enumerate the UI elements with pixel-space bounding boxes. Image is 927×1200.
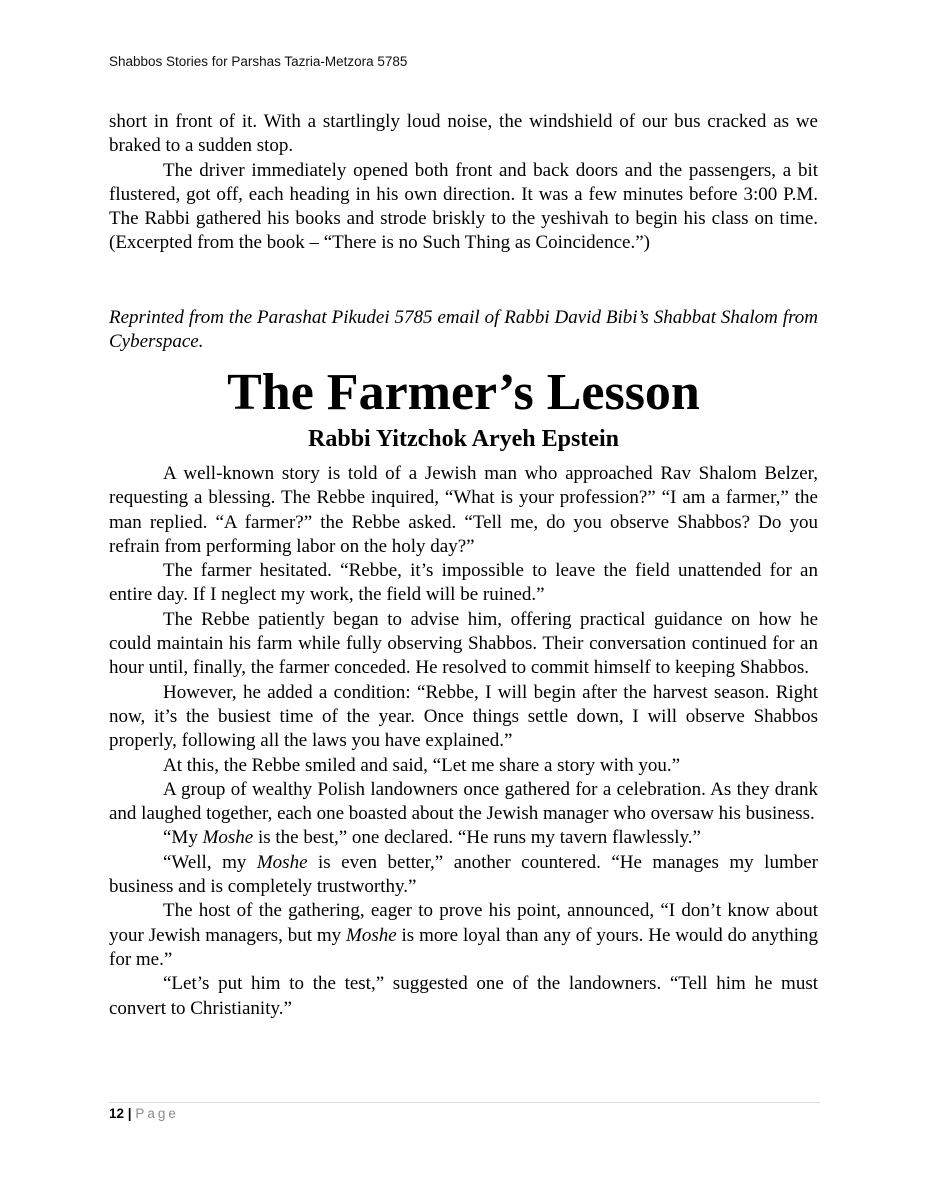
paragraph xyxy=(109,826,818,850)
previous-story-text xyxy=(109,110,818,256)
text-run: “Well, my xyxy=(163,851,257,873)
story-title: The Farmer’s Lesson xyxy=(227,364,700,421)
running-header: Shabbos Stories for Parshas Tazria-Metzora 5785 xyxy=(109,54,408,69)
paragraph: short in front of it. With a startlingly loud noise, the windshield of our bus cracked as we braked to a sudden stop. xyxy=(109,111,818,157)
paragraph: “Let’s put him to the test,” suggested one of the landowners. “Tell him he must convert to Christianity.” xyxy=(109,973,818,1019)
text-run: is the best,” one declared. “He runs my tavern flawlessly.” xyxy=(253,827,701,849)
paragraph: A well-known story is told of a Jewish man who approached Rav Shalom Belzer, requesting a blessing. The Rebbe inquired, “What is your profession?” “I am a farmer,” the man replied. “A farmer?” the Rebbe asked. “Tell me, do you observe Shabbos? Do you refrain from performing labor on the holy day?” xyxy=(109,463,818,557)
paragraph: The Rebbe patiently began to advise him, offering practical guidance on how he could maintain his farm while fully observing Shabbos. Their conversation continued for an hour until, finally, the farmer conceded. He resolved to commit himself to keeping Shabbos. xyxy=(109,608,818,679)
text-run: is more loyal than any of yours. He would do anything for me.” xyxy=(109,924,818,970)
paragraph: The driver immediately opened both front and back doors and the passengers, a bit flustered, got off, each heading in his own direction. It was a few minutes before 3:00 P.M. The Rabbi gathered his books and strode briskly to the yeshivah to begin his class on time. (Excerpted from the book – “There is no Such Thing as Coincidence.”) xyxy=(109,159,818,254)
text-run: “My xyxy=(163,827,203,849)
paragraph: The farmer hesitated. “Rebbe, it’s impossible to leave the field unattended for an entire day. If I neglect my work, the field will be ruined.” xyxy=(109,560,818,606)
emphasis-name: Moshe xyxy=(202,827,254,849)
footer-divider xyxy=(109,1102,820,1103)
story-body xyxy=(109,462,818,1021)
emphasis-name: Moshe xyxy=(256,851,308,873)
page-label: Page xyxy=(135,1106,179,1121)
page-footer xyxy=(109,1106,179,1121)
paragraph: At this, the Rebbe smiled and said, “Let me share a story with you.” xyxy=(163,754,681,776)
text-run: is even better,” another countered. “He manages my lumber business and is completely trustworthy.” xyxy=(109,851,818,898)
emphasis-name: Moshe xyxy=(346,924,397,946)
footer-separator: | xyxy=(127,1106,132,1121)
paragraph: However, he added a condition: “Rebbe, I will begin after the harvest season. Right now, it’s the busiest time of the year. Once things settle down, I will observe Shabbos properly, following all the laws you have explained.” xyxy=(109,681,818,752)
story-author: Rabbi Yitzchok Aryeh Epstein xyxy=(308,426,619,452)
paragraph xyxy=(109,899,818,972)
paragraph: A group of wealthy Polish landowners once gathered for a celebration. As they drank and laughed together, each one boasted about the Jewish manager who oversaw his business. xyxy=(109,778,818,825)
text-run: The host of the gathering, eager to prove his point, announced, “I don’t know about your Jewish managers, but my xyxy=(109,900,818,946)
paragraph xyxy=(109,851,818,900)
reprint-credit: Reprinted from the Parashat Pikudei 5785 email of Rabbi David Bibi’s Shabbat Shalom from Cyberspace. xyxy=(109,307,818,353)
page-number: 12 xyxy=(109,1106,125,1121)
